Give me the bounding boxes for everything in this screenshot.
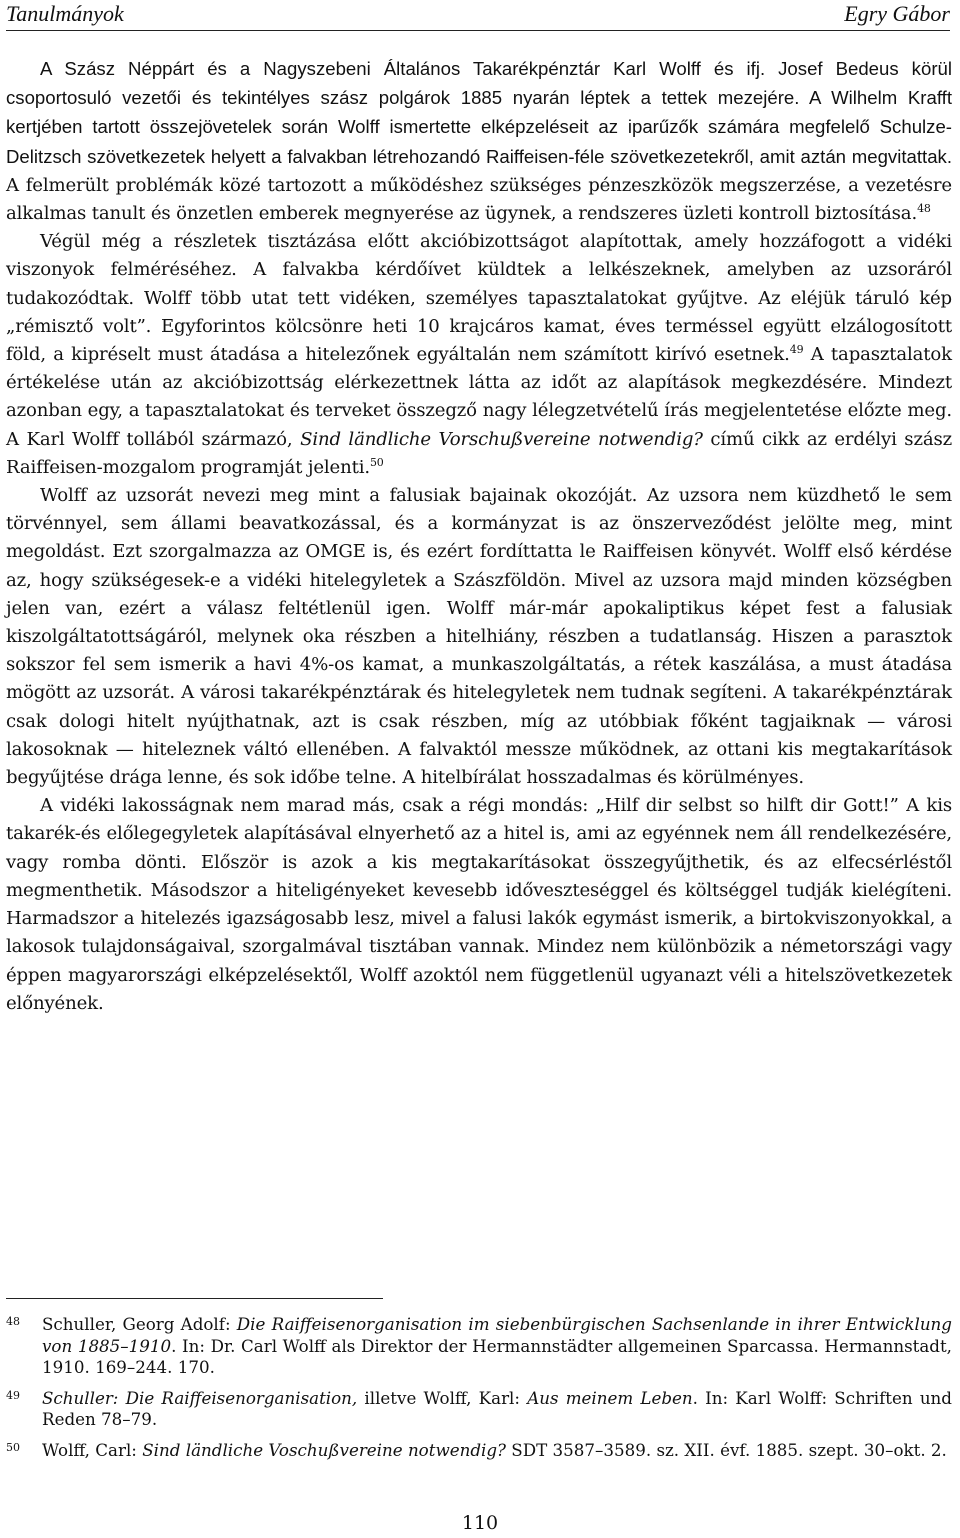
paragraph-4: A vidéki lakosságnak nem marad más, csak a régi mondás: „Hilf dir selbst so hilft dir Gott!” A kis takarék-és előlegegyletek alapításával elnyerhető az a hitel is, ami az egyénnek nem áll rendelkezésére, vagy romba dönti. Először is azok a kis megtakarításokat összegyűjthetik, és az elfecsérléstől megmenthetik. Másodszor a hiteligényeket kevesebb időveszteséggel és költséggel tudják kielégíteni. Harmadszor a hitelezés igazságosabb lesz, mivel a falusi lakók egymást ismerik, a birtokviszonyokkal, a lakosok tulajdonságaival, szorgalmával tisztában vannak. Mindez nem különbözik a németországi vagy éppen magyarországi elképzelésektől, Wolff azoktól nem függetlenül ugyanazt véli a hitelszövetkezetek előnyének.: [6, 795, 952, 1014]
footnote-text: . In: Karl Wolff: Schriften und Reden 78–79.: [42, 1387, 952, 1430]
footnote-number: 50: [6, 1440, 20, 1454]
article-title: Sind ländliche Vorschußvereine notwendig?: [300, 428, 703, 450]
footnote-title-2: Aus meinem Leben: [527, 1387, 693, 1408]
footnote-48: [6, 1314, 952, 1379]
paragraph-2: [6, 228, 952, 482]
paragraph-2-text-2: A tapasztalatok értékelése után az akcióbizottság elérkezettnek látta az időt az alapítások megkezdésére. Mindezt azonban egy, a tapasztalatokat és terveket összegző nagy lélegzetvételű írás megjelentetése előzte meg. A Karl Wolff tollából származó,: [6, 344, 952, 450]
footnote-text: SDT 3587–3589. sz. XII. évf. 1885. szept. 30–okt. 2.: [506, 1439, 947, 1460]
footnote-50: [6, 1440, 952, 1462]
paragraph-1-sans-part: A Szász Néppárt és a Nagyszebeni Általános Takarékpénztár Karl Wolff és ifj. Josef Bedeus körül csoportosuló vezetői és tekintélyes szász polgárok 1885 nyarán léptek a tettek mezejére.: [6, 58, 952, 109]
author-name: Egry Gábor: [844, 1, 950, 26]
footnotes: [6, 1314, 952, 1471]
footnote-number: 48: [6, 1315, 20, 1328]
footnote-number: 49: [6, 1388, 20, 1402]
footnote-separator: [6, 1298, 383, 1299]
footnote-title: Sind ländliche Voschußvereine notwendig?: [142, 1439, 506, 1460]
footnote-ref-48[interactable]: 48: [917, 202, 931, 216]
paragraph-2-text: Végül még a részletek tisztázása előtt akcióbizottságot alapítottak, amely hozzáfogott a vidéki viszonyok felméréséhez. A falvakba kérdőívet küldtek a lelkészeknek, amelyben az uzsoráról tudakozódtak. Wolff több utat tett vidéken, személyes tapasztalatokat gyűjtve. Az eléjük táruló kép „rémisztő volt”. Egyforintos kölcsönre heti 10 krajcáros kamat, éves terméssel együtt elzálogosított föld, a kipréselt must átadása a hitelezőnek egyáltalán nem számított kirívó esetnek.: [6, 231, 952, 366]
footnote-title: Die Raiffeisenorganisation im siebenbürgischen Sachsenlande in ihrer Entwicklung von 1885–1910: [42, 1314, 952, 1356]
footnote-ref-49[interactable]: 49: [789, 343, 804, 357]
footnote-49: [6, 1388, 952, 1431]
paragraph-3: Wolff az uzsorát nevezi meg mint a falusiak bajainak okozóját. Az uzsora nem küzdhető le sem törvénnyel, sem állami beavatkozással, és a kormányzat is az önszerveződést jelölte meg, mint megoldást. Ezt szorgalmazza az OMGE is, és ezért fordíttatta le Raiffeisen könyvét. Wolff első kérdése az, hogy szükségesek-e a vidéki hitelegyletek a Szászföldön. Mivel az uzsora majd minden községben jelen van, ezért a válasz feltétlenül igen. Wolff már-már apokaliptikus képet fest a falusiak kiszolgáltatottságáról, melynek oka részben a hitelhiány, részben a tudatlanság. Hiszen a parasztok sokszor fel sem ismerik a havi 4%-os kamat, a munkaszolgáltatás, a rétek kaszálása, a must átadása mögött az uzsorát. A városi takarékpénztárak és hitelegyletek nem tudnak segíteni. A takarékpénztárak csak dologi hitelt nyújthatnak, azt is csak részben, míg az utóbbiak főként tagjaiknak — városi lakosoknak — hiteleznek váltó ellenében. A falvaktól messze működnek, az ottani kis megtakarítások begyűjtése drága lenne, és sok időbe telne. A hitelbírálat hosszadalmas és körülményes.: [6, 485, 952, 789]
footnote-ref-50[interactable]: 50: [369, 455, 384, 469]
main-text: [6, 55, 952, 1018]
paragraph-1: [6, 55, 952, 228]
footnote-text: Schuller, Georg Adolf:: [42, 1314, 237, 1334]
paragraph-1-text: A Wilhelm Krafft kertjében tartott összejövetelek során Wolff ismertette elképzeléseit az iparűzők számára megfelelő Schulze-Delitzsch szövetkezetek helyett a falvakban létrehozandó Raiffeisen-féle szövetkezetekről, amit aztán megvitattak.: [6, 87, 952, 167]
page-number: 110: [461, 1512, 499, 1534]
footnote-text: illetve Wolff, Karl:: [357, 1387, 528, 1408]
section-title: Tanulmányok: [6, 1, 124, 26]
footnote-title: Schuller: Die Raiffeisenorganisation,: [42, 1387, 358, 1408]
running-header: [6, 0, 950, 31]
paragraph-1-text-2: A felmerült problémák közé tartozott a működéshez szükséges pénzeszközök megszerzése, a vezetésre alkalmas tanult és önzetlen emberek megnyerése az ügynek, a rendszeres üzleti kontroll biztosítása.: [6, 174, 952, 225]
footnote-text: . In: Dr. Carl Wolff als Direktor der Hermannstädter allgemeinen Sparcassa. Hermannstadt, 1910. 169–244. 170.: [42, 1335, 952, 1378]
footnote-text: Wolff, Carl:: [42, 1439, 143, 1460]
paragraph-2-text-3: című cikk az erdélyi szász Raiffeisen-mozgalom programját jelenti.: [6, 428, 952, 478]
